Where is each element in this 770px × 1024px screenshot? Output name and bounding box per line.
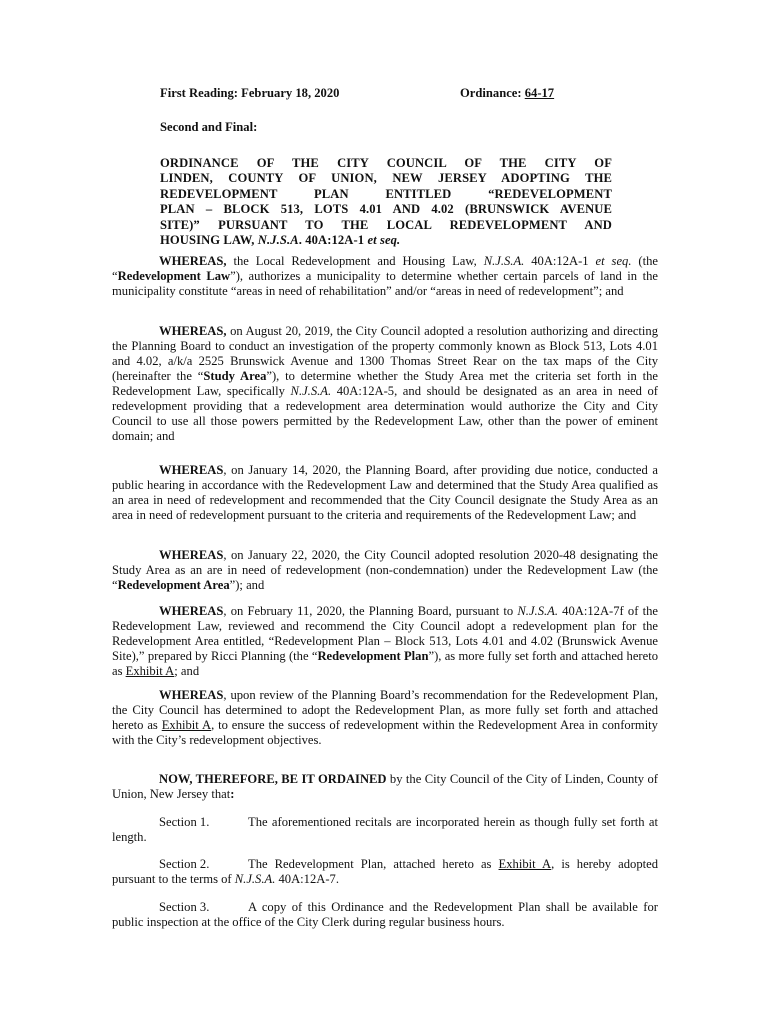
text-fragment: (the “ [112,254,658,283]
text-fragment: 40A:12A-5, and should be designated as an area in need of redevelopment providing that a redevelopment area determination would authorize the City and City Council to use all those powers permitted by the Redevelopment Law, other than the power of eminent domain; and [112,384,658,443]
text-fragment: The Redevelopment Plan, attached hereto as [248,857,499,871]
section-label: Section 2. [159,857,210,871]
text-fragment: ”); and [229,578,265,592]
title-fragment: . 40A:12A-1 [298,233,368,248]
title-fragment: N.J.S.A [257,233,299,248]
whereas-paragraph-1 [112,254,658,299]
whereas-lead: WHEREAS [159,688,224,702]
title-line: PLAN – BLOCK 513, LOTS 4.01 AND 4.02 (BRUNSWICK AVENUE [160,202,612,217]
ordinance-number-line [460,86,554,101]
whereas-lead: WHEREAS [159,548,224,562]
second-and-final-label: Second and Final: [160,120,258,134]
title-line: LINDEN, COUNTY OF UNION, NEW JERSEY ADOPTING THE [160,171,612,186]
text-fragment: : [230,787,235,801]
text-fragment: 40A:12A-7. [275,872,340,886]
section-label: Section 3. [159,900,210,914]
whereas-lead: WHEREAS [159,604,224,618]
whereas-lead: WHEREAS, [159,324,227,338]
text-fragment: , on January 22, 2020, the City Council adopted resolution 2020-48 designating the Study Area as an are in need of redevelopment (non-condemnation) under the Redevelopment Law (the “ [112,548,658,592]
text-fragment: ; and [174,664,200,678]
whereas-paragraph-5 [112,604,658,679]
ordained-paragraph [112,772,658,802]
text-fragment: N.J.S.A. [290,384,332,398]
whereas-lead: WHEREAS [159,463,224,477]
text-fragment: N.J.S.A. [517,604,558,618]
section-text: A copy of this Ordinance and the Redevelopment Plan shall be available for public inspection at the office of the City Clerk during regular business hours. [112,900,658,929]
ordained-lead: NOW, THEREFORE, BE IT ORDAINED [159,772,387,786]
text-fragment: N.J.S.A. [483,254,525,268]
section-2 [112,857,658,887]
exhibit-reference: Exhibit A [125,664,175,678]
whereas-paragraph-3 [112,463,658,523]
defined-term: Study Area [203,369,267,383]
whereas-paragraph-4 [112,548,658,593]
section-text: The aforementioned recitals are incorporated herein as though fully set forth at length. [112,815,658,844]
title-fragment: et seq. [367,233,401,248]
text-fragment: , upon review of the Planning Board’s recommendation for the Redevelopment Plan, the City Council has determined to adopt the Redevelopment Plan, as more fully set forth and attached hereto as [112,688,658,732]
title-line: SITE)” PURSUANT TO THE LOCAL REDEVELOPMENT AND [160,217,612,232]
ordinance-label: Ordinance: [460,86,525,100]
exhibit-reference: Exhibit A [161,718,212,732]
first-reading-date: First Reading: February 18, 2020 [160,86,340,100]
defined-term: Redevelopment Law [117,269,231,283]
ordinance-title [160,156,612,248]
text-fragment: 40A:12A-7f of the Redevelopment Law, reviewed and recommend the City Council adopt a redevelopment plan for the Redevelopment Area entitled, “Redevelopment Plan – Block 513, Lots 4.01 and 4.02 (Brunswick Avenue Site),” prepared by Ricci Planning (the “ [112,604,658,663]
text-fragment: et seq. [595,254,632,268]
text-fragment: ”), as more fully set forth and attached hereto as [112,649,658,678]
section-3 [112,900,658,930]
title-line: REDEVELOPMENT PLAN ENTITLED “REDEVELOPMENT [160,186,612,201]
text-fragment: ”), to determine whether the Study Area met the criteria set forth in the Redevelopment Law, specifically [112,369,658,398]
text-fragment: on August 20, 2019, the City Council adopted a resolution authorizing and directing the Planning Board to conduct an investigation of the property commonly known as Block 513, Lots 4.01 and 4.02, a/k/a 2525 Brunswick Avenue and 1300 Thomas Street Rear on the tax maps of the City (hereinafter the “ [112,324,658,383]
title-line: ORDINANCE OF THE CITY COUNCIL OF THE CITY OF [160,156,612,170]
text-fragment: the Local Redevelopment and Housing Law, [226,254,484,268]
text-fragment: , on January 14, 2020, the Planning Board, after providing due notice, conducted a public hearing in accordance with the Redevelopment Law and determined that the Study Area qualified as an area in need of redevelopment and recommended that the City Council designate the Study Area as an area in need of redevelopment pursuant to the criteria and requirements of the Redevelopment Law; and [112,463,658,522]
ordinance-number: 64-17 [524,86,555,100]
title-fragment: HOUSING LAW, [160,233,258,248]
text-fragment: , is hereby adopted pursuant to the terms of [112,857,659,886]
text-fragment: 40A:12A-1 [524,254,596,268]
defined-term: Redevelopment Area [117,578,230,592]
whereas-paragraph-6 [112,688,658,748]
text-fragment: , on February 11, 2020, the Planning Board, pursuant to [223,604,518,618]
section-label: Section 1. [159,815,210,829]
defined-term: Redevelopment Plan [317,649,429,663]
title-line [160,233,612,248]
text-fragment: ”), authorizes a municipality to determine whether certain parcels of land in the municipality constitute “areas in need of rehabilitation” and/or “areas in need of redevelopment”; and [112,269,658,298]
text-fragment: , to ensure the success of redevelopment within the Redevelopment Area in conformity with the City’s redevelopment objectives. [112,718,658,747]
exhibit-reference: Exhibit A [498,857,552,871]
ordinance-header [160,86,658,101]
whereas-paragraph-2 [112,324,658,444]
text-fragment: N.J.S.A. [234,872,276,886]
section-1 [112,815,658,845]
whereas-lead: WHEREAS, [159,254,227,268]
text-fragment: by the City Council of the City of Linden, County of Union, New Jersey that [112,772,658,801]
